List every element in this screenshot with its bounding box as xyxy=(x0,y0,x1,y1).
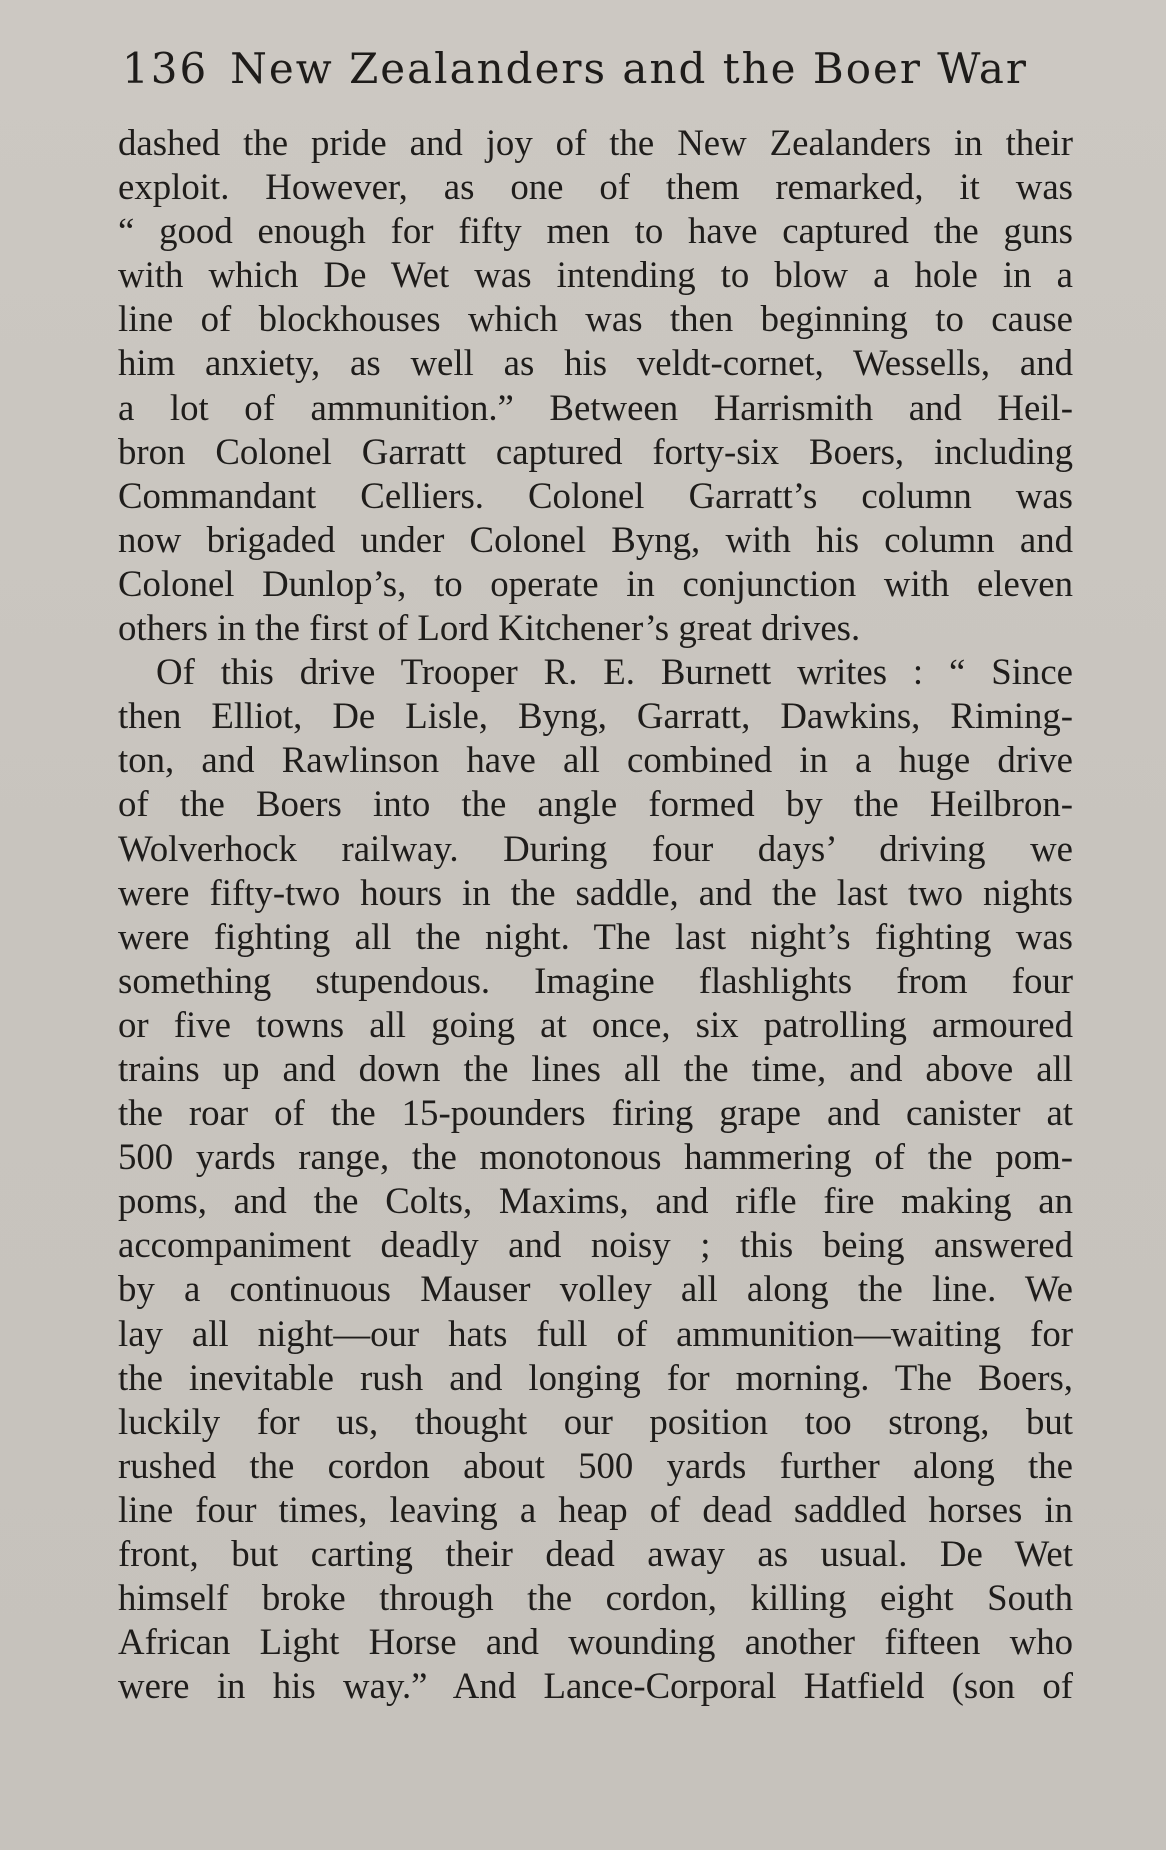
text-line: Commandant Celliers. Colonel Garratt’s column was xyxy=(118,474,1073,516)
text-line: were in his way.” And Lance-Corporal Hatfield (son of xyxy=(118,1665,1073,1707)
text-line: lay all night—our hats full of ammunition—waiting for xyxy=(118,1312,1073,1354)
text-line: luckily for us, thought our position too strong, but xyxy=(118,1400,1073,1442)
running-head xyxy=(122,44,1028,93)
page-number: 136 xyxy=(122,44,209,93)
text-line: front, but carting their dead away as usual. De Wet xyxy=(118,1533,1073,1574)
text-line: of the Boers into the angle formed by the Heilbron- xyxy=(118,783,1073,825)
body-text xyxy=(118,121,1073,1708)
text-line: line of blockhouses which was then beginning to cause xyxy=(118,298,1073,340)
text-line: Colonel Dunlop’s, to operate in conjunction with eleven xyxy=(118,562,1073,604)
text-line: something stupendous. Imagine flashlights from four xyxy=(118,959,1073,1001)
text-line: a lot of ammunition.” Between Harrismith and Heil- xyxy=(118,386,1073,428)
text-line: 500 yards range, the monotonous hammering of the pom- xyxy=(118,1136,1073,1178)
text-line: accompaniment deadly and noisy ; this being answered xyxy=(118,1224,1073,1266)
text-line: Wolverhock railway. During four days’ driving we xyxy=(118,827,1073,869)
text-line: dashed the pride and joy of the New Zealanders in their xyxy=(118,122,1073,163)
text-line: African Light Horse and wounding another fifteen who xyxy=(118,1621,1073,1663)
text-line: now brigaded under Colonel Byng, with his column and xyxy=(118,518,1073,560)
text-line: him anxiety, as well as his veldt-cornet, Wessells, and xyxy=(118,342,1073,384)
text-line: then Elliot, De Lisle, Byng, Garratt, Dawkins, Riming- xyxy=(118,695,1073,737)
text-line: were fifty-two hours in the saddle, and the last two nights xyxy=(118,871,1073,913)
text-line: bron Colonel Garratt captured forty-six Boers, including xyxy=(118,430,1073,472)
text-line: the inevitable rush and longing for morning. The Boers, xyxy=(118,1356,1073,1398)
text-line: the roar of the 15-pounders firing grape and canister at xyxy=(118,1092,1073,1134)
text-line: by a continuous Mauser volley all along the line. We xyxy=(118,1268,1073,1310)
running-title: New Zealanders and the Boer War xyxy=(230,44,1028,93)
text-line: with which De Wet was intending to blow a hole in a xyxy=(118,254,1073,296)
text-line: were fighting all the night. The last night’s fighting was xyxy=(118,915,1073,957)
text-line: exploit. However, as one of them remarked, it was xyxy=(118,166,1073,208)
text-line: himself broke through the cordon, killing eight South xyxy=(118,1577,1073,1619)
text-line: or five towns all going at once, six patrolling armoured xyxy=(118,1003,1073,1045)
text-line: trains up and down the lines all the time, and above all xyxy=(118,1047,1073,1089)
text-line: line four times, leaving a heap of dead saddled horses in xyxy=(118,1488,1073,1530)
text-line: poms, and the Colts, Maxims, and rifle fire making an xyxy=(118,1180,1073,1222)
text-line: rushed the cordon about 500 yards further along the xyxy=(118,1444,1073,1486)
paragraph-start-line: Of this drive Trooper R. E. Burnett writes : “ Since xyxy=(156,651,1073,693)
text-line: “ good enough for fifty men to have captured the guns xyxy=(118,210,1073,252)
paragraph-end-line: others in the first of Lord Kitchener’s great drives. xyxy=(118,607,861,649)
text-line: ton, and Rawlinson have all combined in a huge drive xyxy=(118,739,1073,781)
